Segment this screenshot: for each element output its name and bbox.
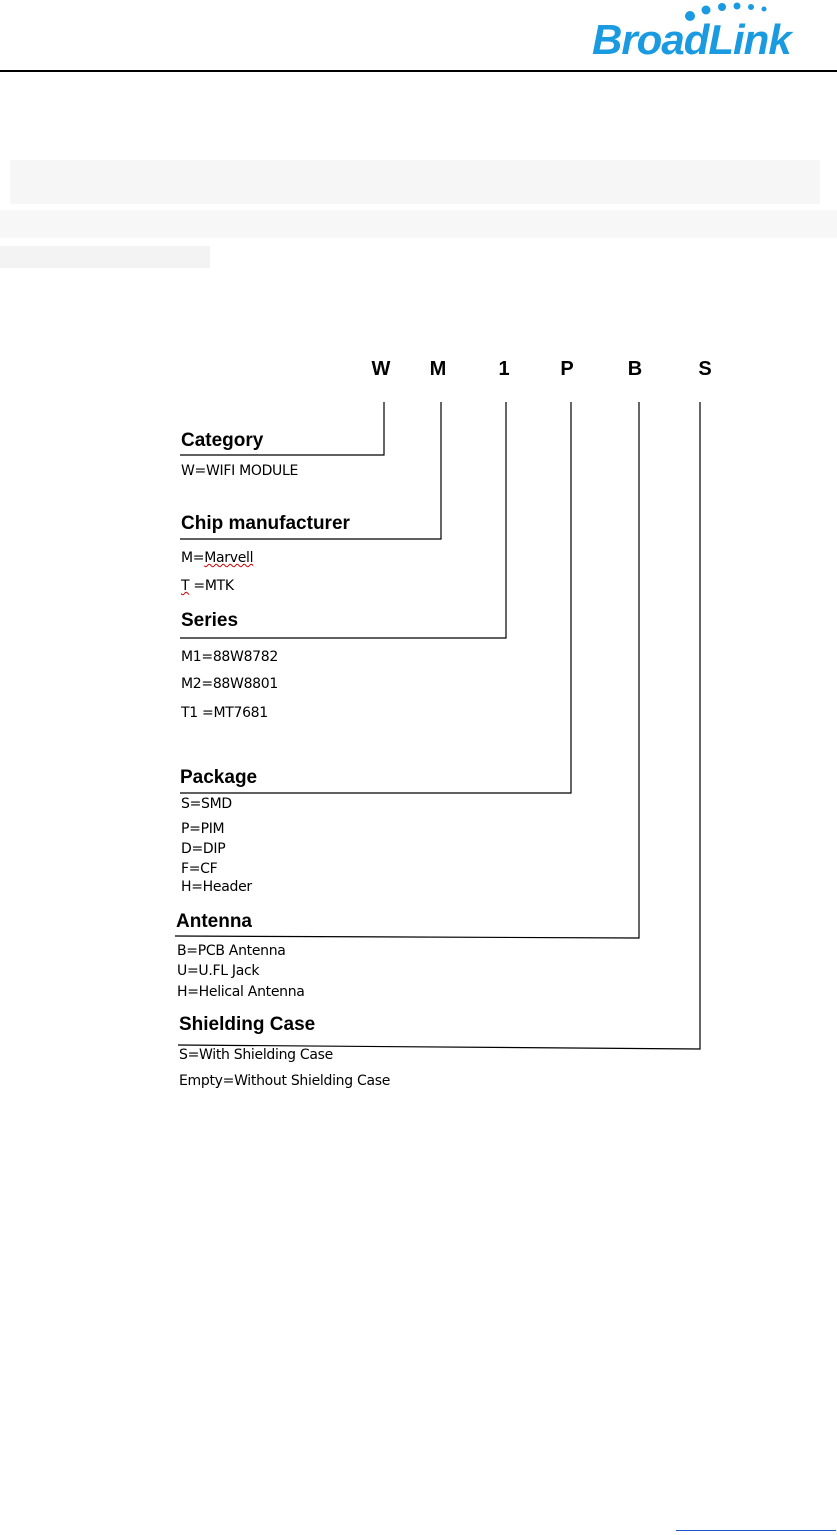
section-item: D=DIP [181, 841, 226, 857]
code-letter-m: M [429, 358, 447, 380]
section-item: P=PIM [181, 821, 225, 837]
section-item: T =MTK [181, 578, 234, 594]
section-item: M=Marvell [181, 550, 254, 566]
section-heading-chip-manufacturer: Chip manufacturer [181, 513, 350, 534]
connector-package [180, 402, 571, 793]
section-item: S=With Shielding Case [179, 1047, 333, 1063]
section-item: W=WIFI MODULE [181, 463, 299, 479]
code-letter-p: P [560, 358, 574, 380]
section-item: M1=88W8782 [181, 649, 279, 665]
logo-text: BroadLink [592, 16, 791, 63]
code-letter-w: W [371, 358, 391, 380]
section-item: B=PCB Antenna [177, 943, 286, 959]
code-letter-b: B [627, 358, 643, 380]
footer-link-underline [676, 1530, 836, 1531]
section-item: M2=88W8801 [181, 676, 279, 692]
section-item: S=SMD [181, 796, 232, 812]
section-heading-package: Package [180, 767, 258, 788]
section-item: F=CF [181, 861, 218, 877]
section-item: H=Helical Antenna [177, 984, 305, 1000]
code-letter-s: S [698, 358, 712, 380]
section-heading-shielding-case: Shielding Case [179, 1014, 316, 1035]
section-item: U=U.FL Jack [177, 963, 260, 979]
section-item: T1 =MT7681 [181, 705, 268, 721]
connector-antenna [175, 402, 639, 938]
section-heading-category: Category [181, 430, 264, 451]
code-letter-1: 1 [498, 358, 510, 380]
section-heading-antenna: Antenna [176, 911, 252, 932]
section-item: Empty=Without Shielding Case [179, 1073, 391, 1089]
section-item: H=Header [181, 879, 252, 895]
section-heading-series: Series [181, 610, 239, 631]
